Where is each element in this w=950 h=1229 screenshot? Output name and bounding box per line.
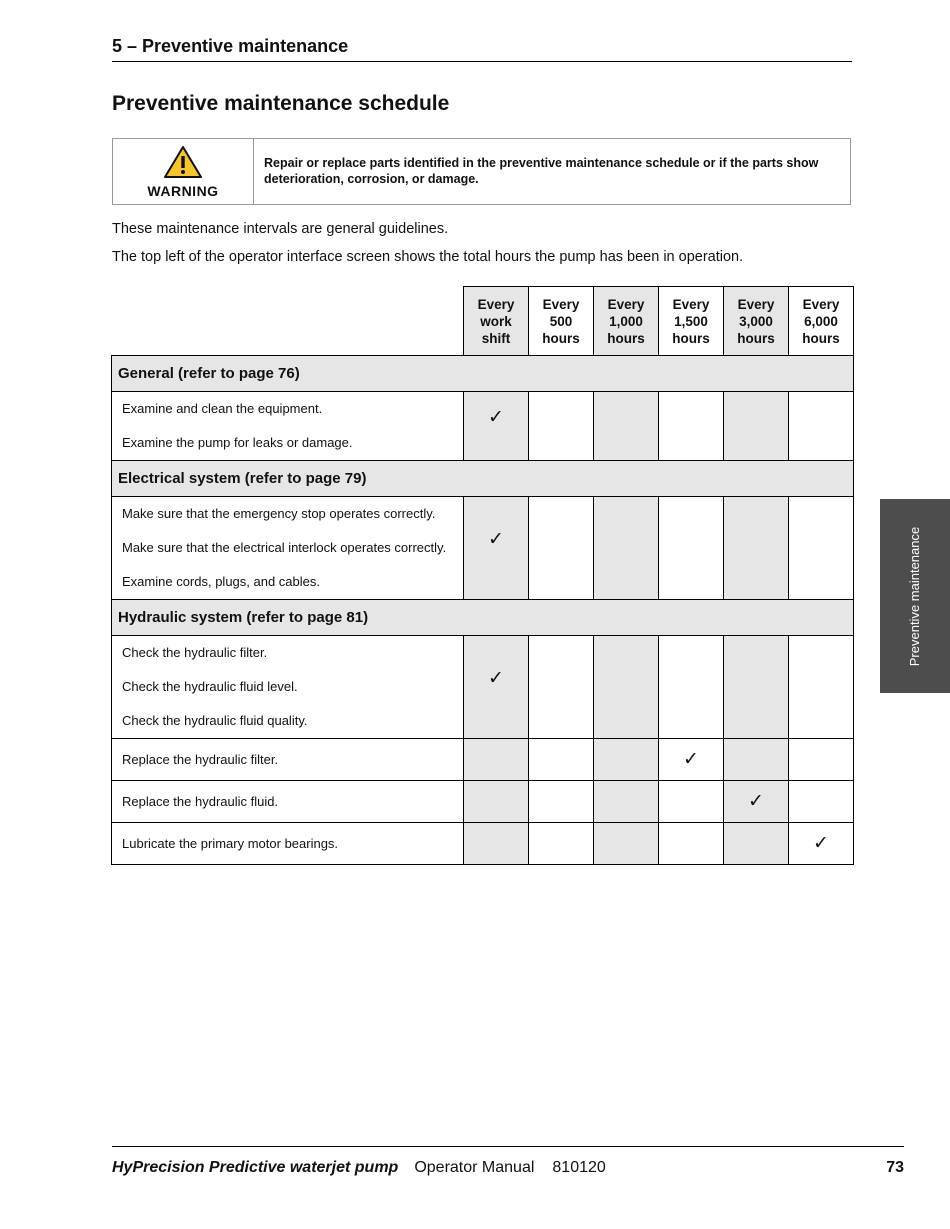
intro-guidelines: These maintenance intervals are general guidelines. [112,221,449,237]
interval-cell [594,823,659,865]
interval-cell [529,392,594,461]
interval-cell [789,497,854,600]
interval-cell [789,636,854,739]
interval-cell [789,781,854,823]
interval-column-header [529,287,594,356]
interval-column-header [789,287,854,356]
interval-cell [789,739,854,781]
interval-cell [464,823,529,865]
interval-header-line: Every [672,296,710,312]
interval-cell [529,781,594,823]
checkmark-icon: ✓ [488,668,504,689]
interval-header-line: 500 [549,313,573,329]
interval-header-line: 1,500 [674,313,708,329]
checkmark-icon: ✓ [813,832,829,854]
side-tab-label: Preventive maintenance [907,526,923,666]
interval-cell [724,497,789,600]
task-item: Replace the hydraulic fluid. [122,793,279,809]
task-cell [112,823,464,865]
chapter-side-tab [880,499,950,693]
warning-triangle-icon [163,145,203,179]
interval-header-line: 1,000 [609,313,643,329]
chapter-header: 5 – Preventive maintenance [112,36,852,62]
interval-header-line: hours [672,330,710,346]
interval-column-header [724,287,789,356]
interval-header-line: Every [737,296,775,312]
footer-manual: Operator Manual [414,1159,535,1176]
interval-cell [659,823,724,865]
task-item: Replace the hydraulic filter. [122,751,279,767]
task-cell [112,781,464,823]
interval-column-header [594,287,659,356]
section-title: General (refer to page 76) [112,356,854,392]
task-cell [112,392,464,461]
interval-cell [789,823,854,865]
interval-header-line: hours [607,330,645,346]
footer-doc-number: 810120 [552,1159,606,1176]
table-row [112,497,854,600]
interval-cell [464,739,529,781]
interval-cell [594,497,659,600]
warning-label: WARNING [147,182,219,199]
page-title: Preventive maintenance schedule [112,92,450,115]
interval-cell [789,392,854,461]
interval-cell [529,739,594,781]
footer-product: HyPrecision Predictive waterjet pump [112,1159,399,1176]
interval-header-line: hours [737,330,775,346]
table-row [112,781,854,823]
table-row [112,392,854,461]
interval-cell [724,823,789,865]
table-row [112,823,854,865]
interval-cell [594,636,659,739]
interval-cell [659,636,724,739]
interval-header-line: hours [802,330,840,346]
interval-cell [659,781,724,823]
interval-cell [724,392,789,461]
intro-hours-note: The top left of the operator interface screen shows the total hours the pump has been in operation. [112,249,744,265]
checkmark-icon: ✓ [748,790,764,812]
interval-cell [724,636,789,739]
interval-header-line: Every [477,296,515,312]
interval-cell [659,497,724,600]
interval-header-line: Every [542,296,580,312]
checkmark-icon: ✓ [488,529,504,550]
interval-header-line: shift [481,330,511,346]
interval-column-header [464,287,529,356]
task-item: Examine the pump for leaks or damage. [122,435,353,450]
interval-header-line: Every [607,296,645,312]
task-cell [112,636,464,739]
interval-header-line: hours [542,330,580,346]
section-row [112,356,854,392]
task-item: Make sure that the electrical interlock operates correctly. [122,540,447,555]
interval-header-line: work [480,313,512,329]
interval-cell [464,781,529,823]
task-item: Check the hydraulic fluid level. [122,679,298,694]
interval-cell [529,497,594,600]
maintenance-schedule-table [111,286,854,865]
task-item: Check the hydraulic fluid quality. [122,713,308,728]
warning-box [112,138,851,205]
section-row [112,461,854,497]
section-title: Electrical system (refer to page 79) [112,461,854,497]
table-row [112,739,854,781]
interval-cell [529,823,594,865]
interval-cell [724,781,789,823]
interval-cell [659,392,724,461]
interval-cell [659,739,724,781]
section-title: Hydraulic system (refer to page 81) [112,600,854,636]
table-row [112,636,854,739]
task-cell [112,497,464,600]
interval-cell [464,497,529,600]
task-cell [112,739,464,781]
checkmark-icon: ✓ [488,407,504,428]
interval-cell [464,636,529,739]
page-footer [112,1146,904,1177]
footer-page-number: 73 [886,1159,904,1176]
interval-cell [594,739,659,781]
interval-header-line: 3,000 [739,313,773,329]
task-item: Make sure that the emergency stop operates correctly. [122,506,436,521]
interval-header-line: Every [802,296,840,312]
header-blank-cell [112,287,464,356]
interval-cell [594,781,659,823]
interval-cell [529,636,594,739]
table-header-row [112,287,854,356]
interval-column-header [659,287,724,356]
interval-header-line: 6,000 [804,313,838,329]
task-item: Examine cords, plugs, and cables. [122,574,320,589]
task-item: Examine and clean the equipment. [122,401,323,416]
warning-badge [113,139,254,204]
interval-cell [464,392,529,461]
interval-cell [724,739,789,781]
section-row [112,600,854,636]
task-item: Check the hydraulic filter. [122,645,268,660]
warning-text: Repair or replace parts identified in the preventive maintenance schedule or if the parts show deterioration, corrosion, or damage. [264,156,819,186]
checkmark-icon: ✓ [683,748,699,770]
task-item: Lubricate the primary motor bearings. [122,835,339,851]
interval-cell [594,392,659,461]
